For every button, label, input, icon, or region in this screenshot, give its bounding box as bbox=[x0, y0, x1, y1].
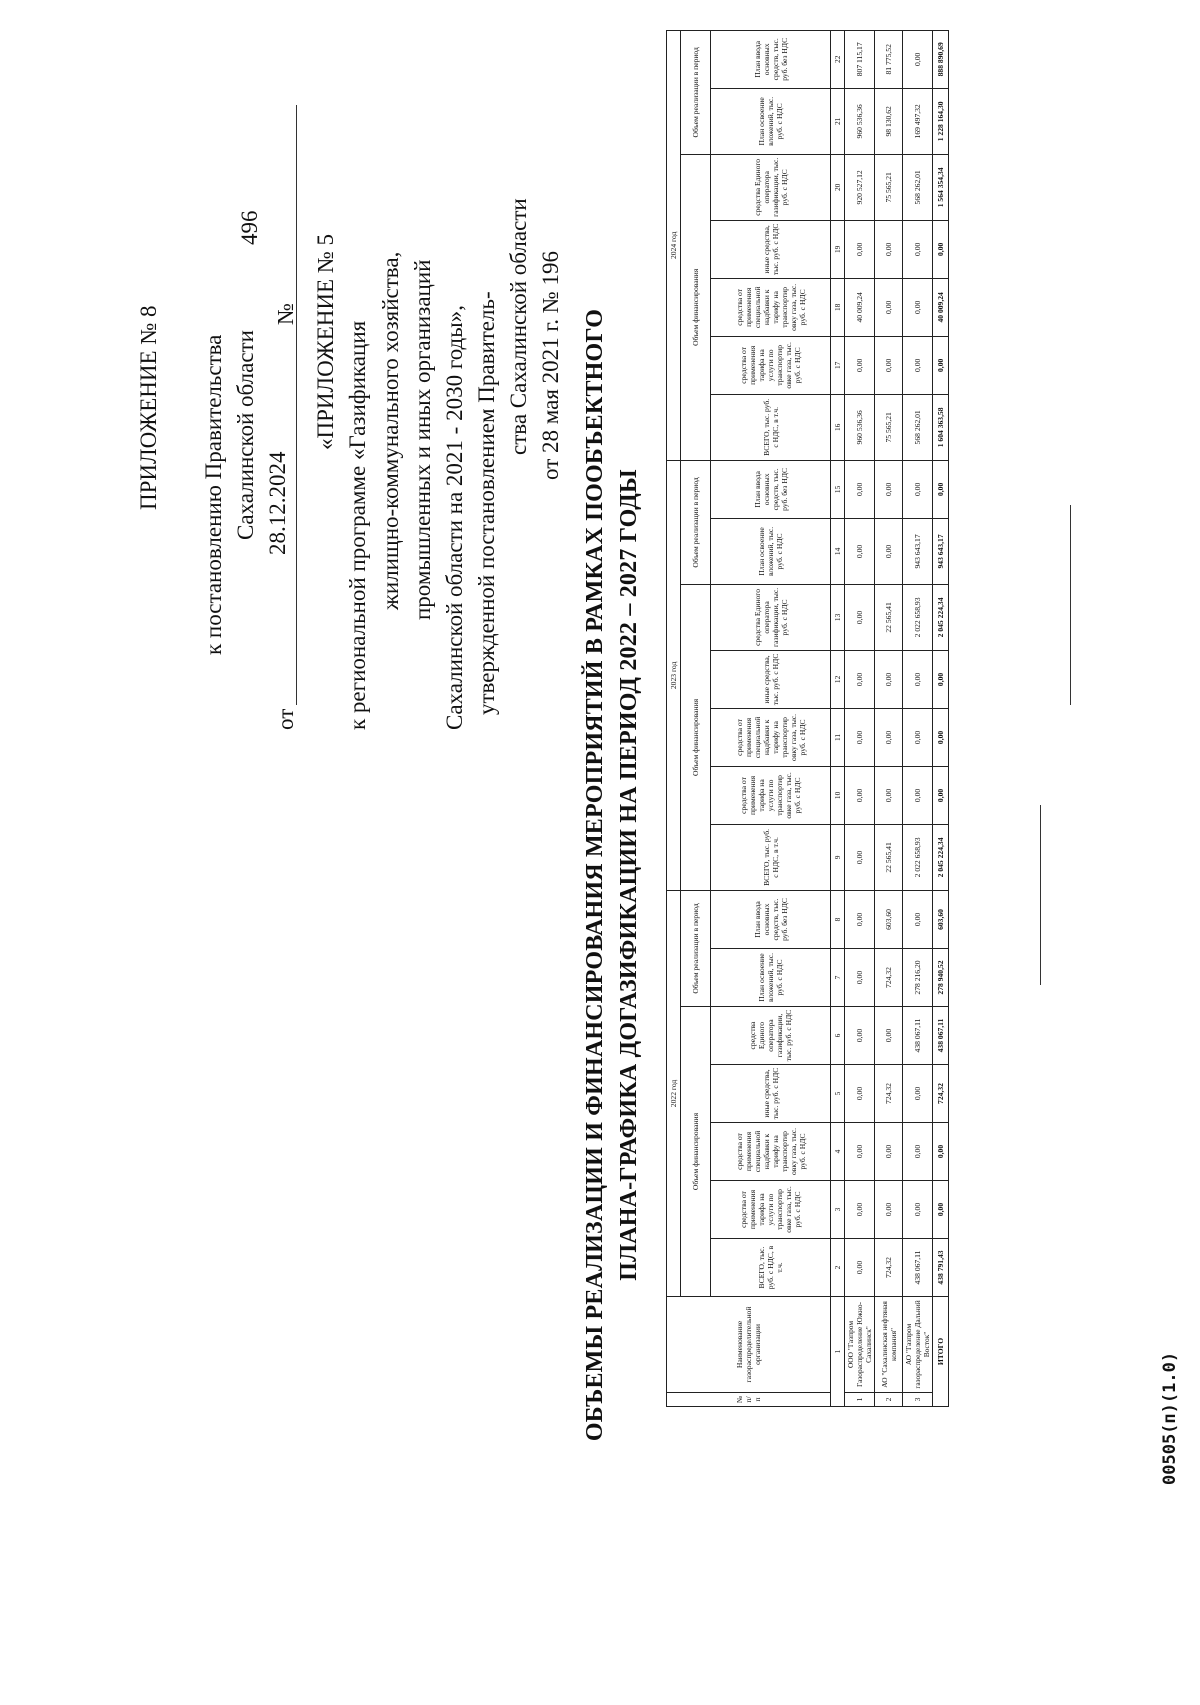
org-name: АО "Газпром газораспределение Дальний Восток" bbox=[903, 1297, 933, 1393]
table-cell: 169 497,32 bbox=[903, 88, 933, 154]
program-line-1: к региональной программе «Газификация bbox=[345, 320, 370, 730]
col-number: 13 bbox=[831, 584, 845, 650]
table-cell: 278 216,20 bbox=[903, 949, 933, 1007]
col-header: иные средства, тыс. руб. с НДС bbox=[711, 220, 831, 278]
table-cell: 22 565,41 bbox=[875, 584, 903, 650]
col-header: средства от применения тарифа на услуги по транспортир овке газа, тыс. руб. с НДС bbox=[711, 336, 831, 394]
col-org-header: Наименование газораспределительной организации bbox=[667, 1297, 831, 1393]
table-cell: 568 262,01 bbox=[903, 394, 933, 460]
total-row bbox=[933, 30, 949, 1406]
table-cell: 0,00 bbox=[903, 890, 933, 948]
col-number: 2 bbox=[831, 1239, 845, 1297]
table-cell: 0,00 bbox=[875, 766, 903, 824]
to-resolution-label: к постановлению Правительства bbox=[201, 334, 226, 655]
group-header-row bbox=[681, 30, 711, 1406]
table-cell: 943 643,17 bbox=[903, 518, 933, 584]
table-cell: 75 565,21 bbox=[875, 394, 903, 460]
appendix-label: ПРИЛОЖЕНИЕ № 8 bbox=[136, 305, 161, 510]
col-number: 7 bbox=[831, 949, 845, 1007]
table-cell: 0,00 bbox=[845, 460, 875, 518]
number-underline bbox=[296, 105, 297, 295]
col-number: 12 bbox=[831, 650, 845, 708]
table-cell: 0,00 bbox=[845, 584, 875, 650]
total-cell: 1 228 164,30 bbox=[933, 88, 949, 154]
total-cell: 1 604 363,58 bbox=[933, 394, 949, 460]
scan-line bbox=[1040, 805, 1041, 985]
fin-group-2022: Объем финансирования bbox=[681, 1007, 711, 1297]
table-cell: 807 115,17 bbox=[845, 30, 875, 88]
col-header: средства от применения специальной надбавки к тарифу на транспортир овку газа, тыс. руб. с НДС bbox=[711, 278, 831, 336]
table-cell: 81 775,52 bbox=[875, 30, 903, 88]
col-number: 5 bbox=[831, 1065, 845, 1123]
table-cell: 920 527,12 bbox=[845, 154, 875, 220]
table-cell: 0,00 bbox=[875, 220, 903, 278]
table-cell: 2 022 658,93 bbox=[903, 824, 933, 890]
resolution-number: 496 bbox=[237, 210, 262, 245]
table-cell: 0,00 bbox=[903, 1065, 933, 1123]
col-number: 17 bbox=[831, 336, 845, 394]
column-header-row bbox=[711, 30, 831, 1406]
table-cell: 0,00 bbox=[845, 650, 875, 708]
col-header: План освоение вложений, тыс. руб. с НДС bbox=[711, 518, 831, 584]
col-number: 11 bbox=[831, 708, 845, 766]
table-row bbox=[875, 30, 903, 1406]
table-cell: 960 536,36 bbox=[845, 394, 875, 460]
table-cell: 0,00 bbox=[903, 650, 933, 708]
col-header: План ввода основных средств, тыс. руб. без НДС bbox=[711, 460, 831, 518]
table-cell: 0,00 bbox=[875, 518, 903, 584]
year-2024-header: 2024 год bbox=[667, 30, 681, 460]
col-number: 20 bbox=[831, 154, 845, 220]
resolution-date: 28.12.2024 bbox=[265, 451, 290, 555]
col-number: 14 bbox=[831, 518, 845, 584]
total-label: ИТОГО bbox=[933, 1297, 949, 1407]
table-cell: 0,00 bbox=[903, 30, 933, 88]
total-cell: 40 009,24 bbox=[933, 278, 949, 336]
total-cell: 0,00 bbox=[933, 1123, 949, 1181]
row-number: 2 bbox=[875, 1393, 903, 1407]
row-number: 1 bbox=[845, 1393, 875, 1407]
col-header: иные средства, тыс. руб. с НДС bbox=[711, 650, 831, 708]
col-header: средства от применения специальной надбавки к тарифу на транспортир овку газа, тыс. руб. с НДС bbox=[711, 1123, 831, 1181]
from-label: от bbox=[273, 708, 298, 730]
number-label: № bbox=[273, 303, 298, 325]
year-2022-header: 2022 год bbox=[667, 890, 681, 1296]
col-header: ВСЕГО, тыс. руб. с НДС, в т.ч. bbox=[711, 824, 831, 890]
table-cell: 0,00 bbox=[903, 708, 933, 766]
document-code: 00505(п)(1.0) bbox=[1160, 1351, 1180, 1485]
total-cell: 278 940,52 bbox=[933, 949, 949, 1007]
col-header: План освоение вложений, тыс. руб. с НДС bbox=[711, 88, 831, 154]
col-number: 6 bbox=[831, 1007, 845, 1065]
col-header: средства Единого оператора газификации, тыс. руб. с НДС bbox=[711, 584, 831, 650]
column-number-row bbox=[831, 30, 845, 1406]
total-cell: 724,32 bbox=[933, 1065, 949, 1123]
col-number: 3 bbox=[831, 1181, 845, 1239]
program-line-5: утвержденной постановлением Правитель- bbox=[474, 291, 499, 715]
date-underline bbox=[296, 285, 297, 705]
total-cell: 0,00 bbox=[933, 1181, 949, 1239]
table-cell: 2 022 658,93 bbox=[903, 584, 933, 650]
table-cell: 0,00 bbox=[845, 336, 875, 394]
col-header: средства от применения тарифа на услуги по транспортир овке газа, тыс. руб. с НДС bbox=[711, 1181, 831, 1239]
table-row bbox=[845, 30, 875, 1406]
real-group-2024: Объем реализации в период bbox=[681, 30, 711, 154]
table-cell: 724,32 bbox=[875, 1065, 903, 1123]
table-cell: 0,00 bbox=[875, 278, 903, 336]
table-cell: 0,00 bbox=[845, 766, 875, 824]
total-cell: 2 045 224,34 bbox=[933, 584, 949, 650]
total-cell: 0,00 bbox=[933, 460, 949, 518]
document-title-line-2: ПЛАНА-ГРАФИКА ДОГАЗИФИКАЦИИ НА ПЕРИОД 2022 – 2027 ГОДЫ bbox=[616, 469, 642, 1281]
total-cell: 0,00 bbox=[933, 708, 949, 766]
col-header: иные средства, тыс. руб. с НДС bbox=[711, 1065, 831, 1123]
table-cell: 0,00 bbox=[903, 460, 933, 518]
total-cell: 603,60 bbox=[933, 890, 949, 948]
col-number: 16 bbox=[831, 394, 845, 460]
col-header: средства Единого оператора газификации, тыс. руб. с НДС bbox=[711, 154, 831, 220]
program-line-4: Сахалинской области на 2021 - 2030 годы», bbox=[442, 305, 467, 730]
col-number: 18 bbox=[831, 278, 845, 336]
col-num-header: № п/п bbox=[667, 1393, 831, 1407]
table-cell: 0,00 bbox=[875, 1181, 903, 1239]
year-header-row bbox=[667, 30, 681, 1406]
col-header: средства Единого оператора газификации, тыс. руб. с НДС bbox=[711, 1007, 831, 1065]
table-cell: 0,00 bbox=[875, 460, 903, 518]
col-number: 4 bbox=[831, 1123, 845, 1181]
col-header: План ввода основных средств, тыс. руб. без НДС bbox=[711, 890, 831, 948]
table-cell: 0,00 bbox=[845, 824, 875, 890]
table-cell: 0,00 bbox=[875, 650, 903, 708]
table-row bbox=[903, 30, 933, 1406]
program-line-7: от 28 мая 2021 г. № 196 bbox=[538, 251, 563, 480]
total-cell: 0,00 bbox=[933, 220, 949, 278]
total-cell: 943 643,17 bbox=[933, 518, 949, 584]
col-number: 1 bbox=[831, 1297, 845, 1407]
col-header: План ввода основных средств, тыс. руб. без НДС bbox=[711, 30, 831, 88]
col-number: 22 bbox=[831, 30, 845, 88]
total-cell: 888 890,69 bbox=[933, 30, 949, 88]
col-number: 19 bbox=[831, 220, 845, 278]
org-name: АО "Сахалинская нефтяная компания" bbox=[875, 1297, 903, 1393]
total-cell: 438 067,11 bbox=[933, 1007, 949, 1065]
program-line-2: жилищно-коммунального хозяйства, bbox=[378, 251, 403, 610]
table-cell: 0,00 bbox=[845, 1239, 875, 1297]
table-cell: 0,00 bbox=[903, 1181, 933, 1239]
table-cell: 40 009,24 bbox=[845, 278, 875, 336]
table-cell: 0,00 bbox=[903, 336, 933, 394]
table-cell: 0,00 bbox=[845, 1007, 875, 1065]
col-number: 10 bbox=[831, 766, 845, 824]
document-title-line-1: ОБЪЕМЫ РЕАЛИЗАЦИИ И ФИНАНСИРОВАНИЯ МЕРОПРИЯТИЙ В РАМКАХ ПООБЪЕКТНОГО bbox=[582, 308, 608, 1442]
year-2023-header: 2023 год bbox=[667, 460, 681, 890]
program-line-6: ства Сахалинской области bbox=[506, 198, 531, 455]
financing-table bbox=[666, 30, 949, 1407]
col-number: 21 bbox=[831, 88, 845, 154]
real-group-2023: Объем реализации в период bbox=[681, 460, 711, 584]
table-cell: 0,00 bbox=[875, 708, 903, 766]
table-cell: 568 262,01 bbox=[903, 154, 933, 220]
col-number: 15 bbox=[831, 460, 845, 518]
table-cell: 960 536,36 bbox=[845, 88, 875, 154]
col-header: План освоение вложений, тыс. руб. с НДС bbox=[711, 949, 831, 1007]
org-name: ООО "Газпром Газораспределение Южно-Сахалинск" bbox=[845, 1297, 875, 1393]
table-cell: 98 130,62 bbox=[875, 88, 903, 154]
table-cell: 0,00 bbox=[845, 1123, 875, 1181]
row-number: 3 bbox=[903, 1393, 933, 1407]
table-body bbox=[845, 30, 933, 1406]
col-number: 9 bbox=[831, 824, 845, 890]
col-number: 8 bbox=[831, 890, 845, 948]
table-cell: 438 067,11 bbox=[903, 1239, 933, 1297]
fin-group-2023: Объем финансирования bbox=[681, 584, 711, 890]
col-header: средства от применения специальной надбавки к тарифу на транспортир овку газа, тыс. руб. с НДС bbox=[711, 708, 831, 766]
table-cell: 724,32 bbox=[875, 1239, 903, 1297]
total-cell: 0,00 bbox=[933, 766, 949, 824]
total-cell: 2 045 224,34 bbox=[933, 824, 949, 890]
table-cell: 0,00 bbox=[903, 1123, 933, 1181]
sub-appendix-label: «ПРИЛОЖЕНИЕ № 5 bbox=[313, 233, 338, 450]
table-cell: 0,00 bbox=[903, 220, 933, 278]
table-cell: 0,00 bbox=[903, 766, 933, 824]
total-cell: 438 791,43 bbox=[933, 1239, 949, 1297]
real-group-2022: Объем реализации в период bbox=[681, 890, 711, 1006]
table-cell: 0,00 bbox=[875, 1123, 903, 1181]
table-cell: 0,00 bbox=[845, 1065, 875, 1123]
col-header: средства от применения тарифа на услуги по транспортир овке газа, тыс. руб. с НДС bbox=[711, 766, 831, 824]
table-cell: 0,00 bbox=[903, 278, 933, 336]
table-cell: 0,00 bbox=[845, 518, 875, 584]
total-cell: 1 564 354,34 bbox=[933, 154, 949, 220]
table-cell: 724,32 bbox=[875, 949, 903, 1007]
total-cell: 0,00 bbox=[933, 650, 949, 708]
table-cell: 603,60 bbox=[875, 890, 903, 948]
scan-line bbox=[1070, 505, 1071, 705]
table-cell: 0,00 bbox=[845, 1181, 875, 1239]
table-cell: 0,00 bbox=[875, 1007, 903, 1065]
fin-group-2024: Объем финансирования bbox=[681, 154, 711, 460]
col-header: ВСЕГО, тыс. руб. с НДС, в т.ч. bbox=[711, 394, 831, 460]
program-line-3: промышленных и иных организаций bbox=[410, 259, 435, 620]
table-cell: 0,00 bbox=[845, 220, 875, 278]
table-cell: 0,00 bbox=[875, 336, 903, 394]
region-label: Сахалинской области bbox=[233, 330, 258, 540]
col-header: ВСЕГО, тыс. руб. с НДС, в т.ч. bbox=[711, 1239, 831, 1297]
total-cell: 0,00 bbox=[933, 336, 949, 394]
table-cell: 0,00 bbox=[845, 708, 875, 766]
table-cell: 22 565,41 bbox=[875, 824, 903, 890]
table-cell: 0,00 bbox=[845, 890, 875, 948]
table-cell: 438 067,11 bbox=[903, 1007, 933, 1065]
table-cell: 0,00 bbox=[845, 949, 875, 1007]
table-cell: 75 565,21 bbox=[875, 154, 903, 220]
